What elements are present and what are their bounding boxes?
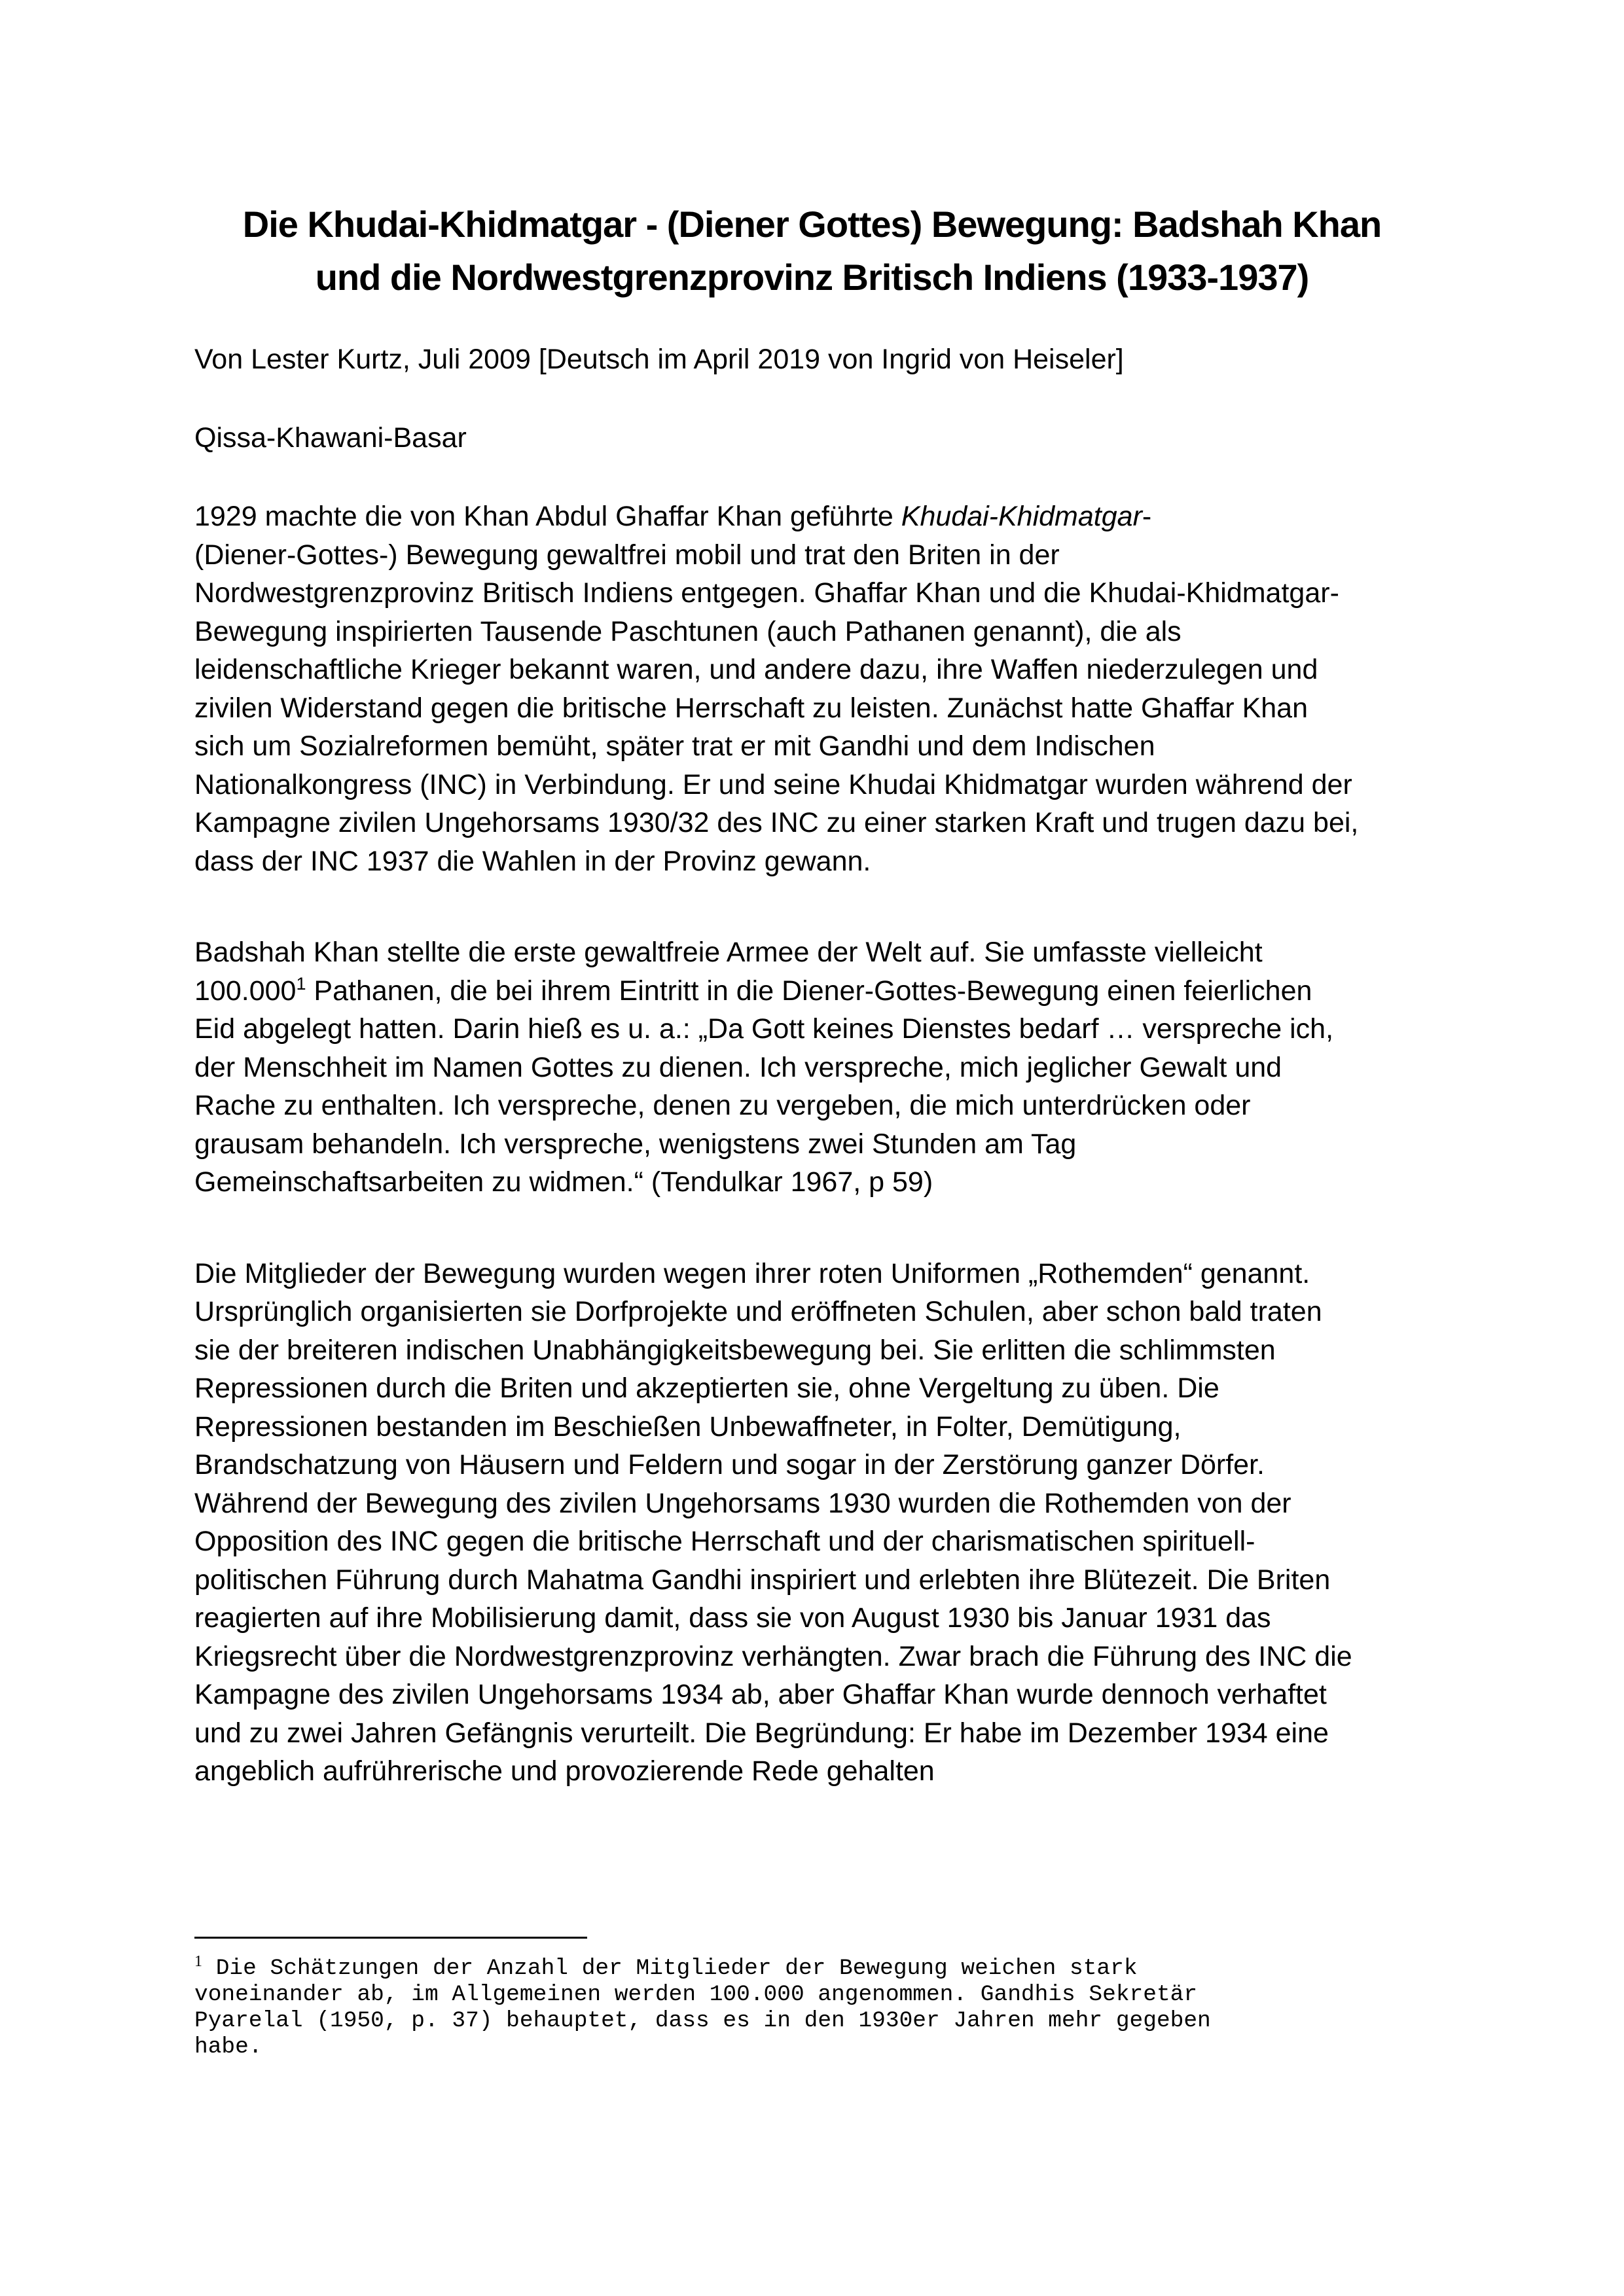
paragraph-3: [194, 1255, 1432, 1791]
text-line: Bewegung inspirierten Tausende Paschtunen (auch Pathanen genannt), die als: [194, 615, 1182, 647]
text-line: Opposition des INC gegen die britische Herrschaft und der charismatischen spirituell-: [194, 1526, 1255, 1557]
text-line: zivilen Widerstand gegen die britische Herrschaft zu leisten. Zunächst hatte Ghaffar Khan: [194, 692, 1308, 724]
text-line: Kriegsrecht über die Nordwestgrenzprovinz verhängten. Zwar brach die Führung des INC die: [194, 1640, 1352, 1672]
text-line: Rache zu enthalten. Ich verspreche, denen zu vergeben, die mich unterdrücken oder: [194, 1090, 1251, 1121]
text-run: Pathanen, die bei ihrem Eintritt in die Diener-Gottes-Bewegung einen feierlichen: [306, 975, 1312, 1007]
paragraph-2: [194, 933, 1432, 1202]
text-line: dass der INC 1937 die Wahlen in der Provinz gewann.: [194, 845, 871, 877]
text-line: Repressionen durch die Briten und akzeptierten sie, ohne Vergeltung zu üben. Die: [194, 1372, 1219, 1404]
text-line: [194, 972, 1432, 1011]
text-line: Repressionen bestanden im Beschießen Unbewaffneter, in Folter, Demütigung,: [194, 1410, 1182, 1443]
footnote-separator: [194, 1937, 587, 1939]
footnote-line: [194, 1953, 1438, 1982]
text-run: 100.000: [194, 975, 297, 1007]
text-line: Brandschatzung von Häusern und Feldern und sogar in der Zerstörung ganzer Dörfer.: [194, 1449, 1265, 1480]
paragraph-1: [194, 497, 1432, 880]
section-subheading: Qissa-Khawani-Basar: [194, 422, 467, 454]
footnote-line: voneinander ab, im Allgemeinen werden 100.000 angenommen. Gandhis Sekretär: [194, 1982, 1198, 2007]
text-line: Die Mitglieder der Bewegung wurden wegen ihrer roten Uniformen „Rothemden“ genannt.: [194, 1257, 1310, 1289]
byline: Von Lester Kurtz, Juli 2009 [Deutsch im April 2019 von Ingrid von Heiseler]: [194, 344, 1124, 375]
italic-term: Khudai-Khidmatgar: [901, 501, 1142, 532]
text-line: sie der breiteren indischen Unabhängigkeitsbewegung bei. Sie erlitten die schlimmsten: [194, 1334, 1276, 1366]
text-line: Nationalkongress (INC) in Verbindung. Er und seine Khudai Khidmatgar wurden während der: [194, 768, 1352, 800]
text-line: Nordwestgrenzprovinz Britisch Indiens entgegen. Ghaffar Khan und die Khudai-Khidmatgar-: [194, 577, 1339, 609]
body-text: [194, 497, 1432, 1844]
footnote-text: Die Schätzungen der Anzahl der Mitglieder der Bewegung weichen stark: [202, 1956, 1138, 1981]
text-line: Eid abgelegt hatten. Darin hieß es u. a.: „Da Gott keines Dienstes bedarf … verspreche ich,: [194, 1013, 1334, 1045]
text-line: (Diener-Gottes-) Bewegung gewaltfrei mobil und trat den Briten in der: [194, 539, 1060, 571]
text-line: Gemeinschaftsarbeiten zu widmen.“ (Tendulkar 1967, p 59): [194, 1166, 933, 1198]
text-line: Badshah Khan stellte die erste gewaltfreie Armee der Welt auf. Sie umfasste vielleicht: [194, 937, 1263, 968]
text-line: reagierten auf ihre Mobilisierung damit, dass sie von August 1930 bis Januar 1931 das: [194, 1602, 1271, 1634]
footnote-line: habe.: [194, 2034, 262, 2060]
text-line: Kampagne des zivilen Ungehorsams 1934 ab, aber Ghaffar Khan wurde dennoch verhaftet: [194, 1679, 1327, 1710]
title-line-1: Die Khudai-Khidmatgar - (Diener Gottes) Bewegung: Badshah Khan: [242, 204, 1382, 245]
document-title: [194, 198, 1430, 304]
text-run: 1929 machte die von Khan Abdul Ghaffar Khan geführte: [194, 501, 901, 532]
footnote-reference[interactable]: 1: [296, 973, 306, 994]
text-line: grausam behandeln. Ich verspreche, wenigstens zwei Stunden am Tag: [194, 1128, 1077, 1160]
text-line: politischen Führung durch Mahatma Gandhi inspiriert und erlebten ihre Blütezeit. Die Briten: [194, 1564, 1331, 1596]
text-run: -: [1142, 501, 1152, 532]
footnote-1: [194, 1953, 1438, 2060]
footnote-line: Pyarelal (1950, p. 37) behauptet, dass es in den 1930er Jahren mehr gegeben: [194, 2008, 1211, 2034]
text-line: sich um Sozialreformen bemüht, später trat er mit Gandhi und dem Indischen: [194, 730, 1155, 762]
text-line: Kampagne zivilen Ungehorsams 1930/32 des INC zu einer starken Kraft und trugen dazu bei,: [194, 807, 1359, 838]
footnote-mark: 1: [194, 1953, 202, 1970]
text-line: leidenschaftliche Krieger bekannt waren, und andere dazu, ihre Waffen niederzulegen und: [194, 654, 1318, 685]
text-line: und zu zwei Jahren Gefängnis verurteilt. Die Begründung: Er habe im Dezember 1934 eine: [194, 1717, 1329, 1749]
text-line: der Menschheit im Namen Gottes zu dienen. Ich verspreche, mich jeglicher Gewalt und: [194, 1051, 1282, 1083]
text-line: [194, 497, 1432, 536]
text-line: angeblich aufrührerische und provozierende Rede gehalten: [194, 1755, 935, 1787]
text-line: Während der Bewegung des zivilen Ungehorsams 1930 wurden die Rothemden von der: [194, 1487, 1291, 1519]
title-line-2: und die Nordwestgrenzprovinz Britisch Indiens (1933-1937): [315, 257, 1309, 298]
text-line: Ursprünglich organisierten sie Dorfprojekte und eröffneten Schulen, aber schon bald traten: [194, 1296, 1322, 1327]
